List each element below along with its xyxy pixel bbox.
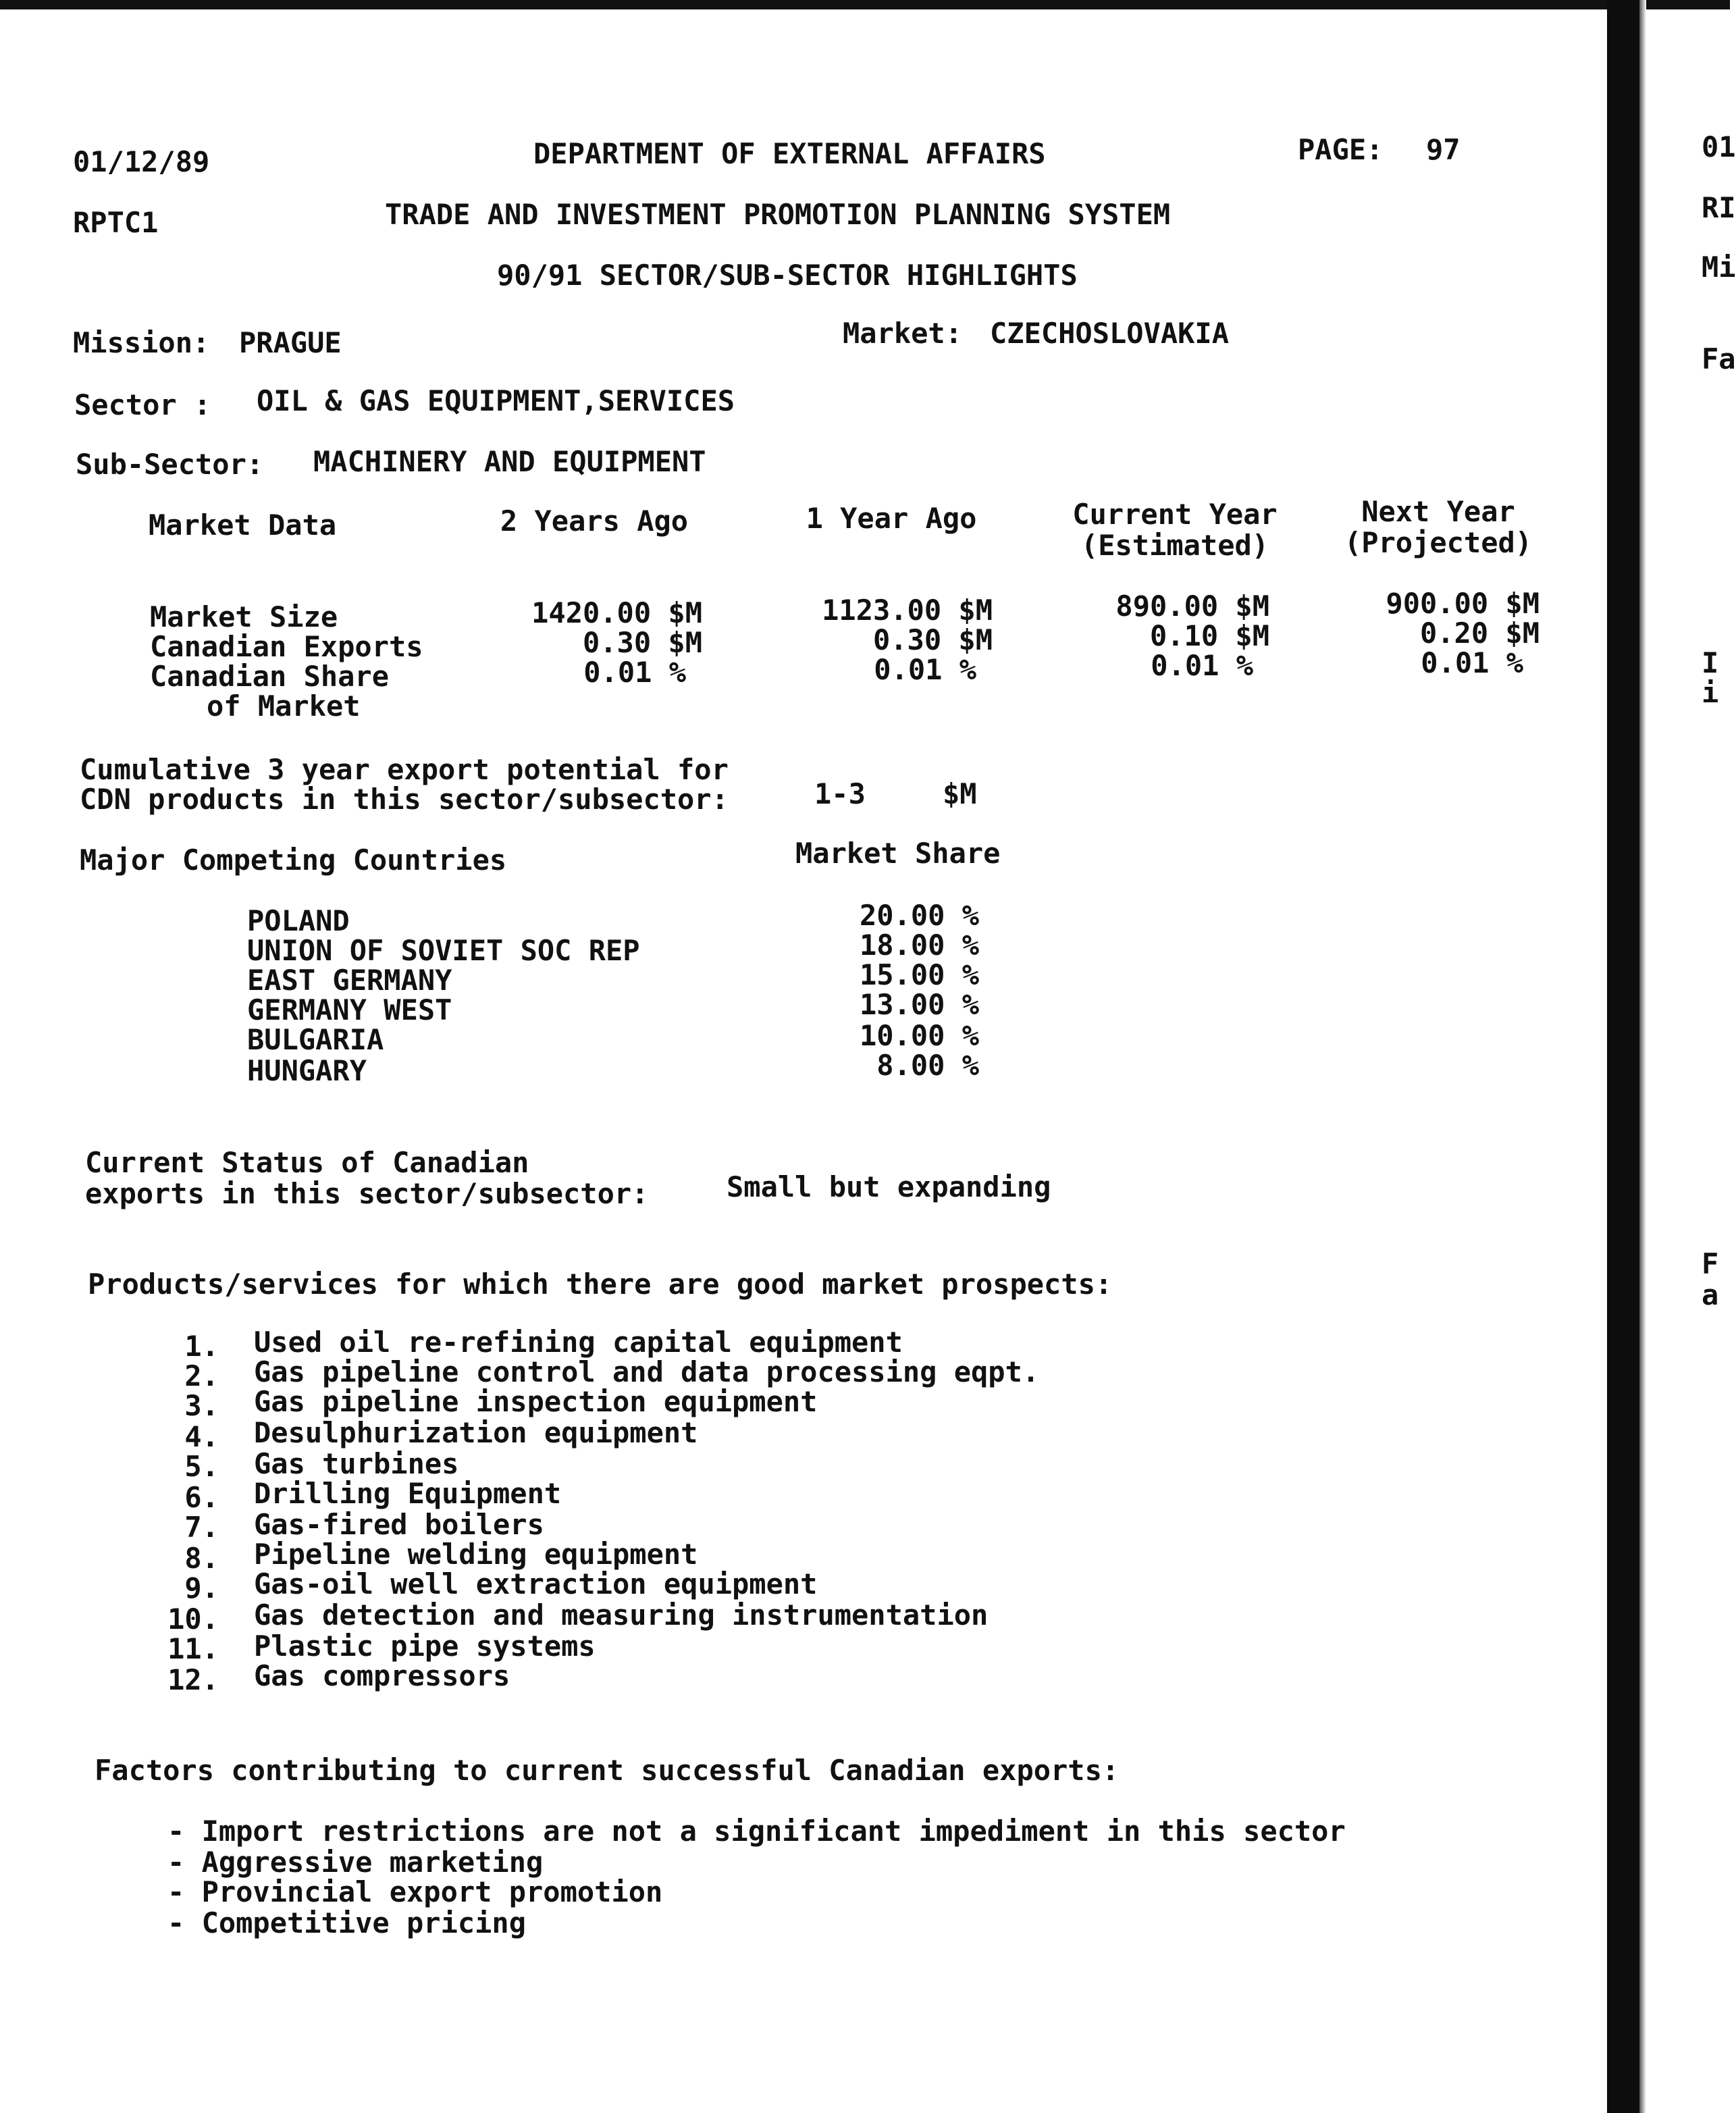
- cell-share-current: 0.01 %: [1151, 649, 1253, 682]
- page-number: 97: [1426, 133, 1461, 166]
- prospect-item: Gas compressors: [254, 1659, 510, 1692]
- col-header-1-year-ago: 1 Year Ago: [806, 502, 977, 535]
- cell-exports-next: 0.20 $M: [1419, 617, 1540, 650]
- cell-market-size-current: 890.00 $M: [1115, 590, 1269, 623]
- competitor-country: UNION OF SOVIET SOC REP: [247, 934, 640, 967]
- report-title: 90/91 SECTOR/SUB-SECTOR HIGHLIGHTS: [497, 259, 1078, 292]
- factor-item: - Provincial export promotion: [167, 1875, 663, 1908]
- col-header-next-year: Next Year: [1361, 495, 1515, 528]
- next-page-fragment: 01: [1702, 130, 1736, 163]
- cell-exports-2y: 0.30 $M: [582, 626, 702, 659]
- competitor-country: HUNGARY: [247, 1054, 367, 1087]
- subsector-value: MACHINERY AND EQUIPMENT: [313, 445, 706, 478]
- status-value: Small but expanding: [727, 1170, 1051, 1203]
- market-share-label: Market Share: [795, 837, 1001, 870]
- prospect-item: Gas detection and measuring instrumentation: [254, 1598, 989, 1632]
- potential-line-1: Cumulative 3 year export potential for: [80, 753, 729, 786]
- col-header-next-year-sub: (Projected): [1344, 526, 1533, 559]
- factor-item: - Aggressive marketing: [167, 1846, 544, 1879]
- prospect-item: Gas turbines: [254, 1447, 459, 1480]
- cell-exports-current: 0.10 $M: [1149, 619, 1269, 652]
- prospect-number: 5.: [184, 1450, 219, 1483]
- report-date: 01/12/89: [73, 145, 210, 178]
- cell-market-size-next: 900.00 $M: [1386, 587, 1540, 620]
- prospect-item: Used oil re-refining capital equipment: [254, 1326, 903, 1359]
- market-data-label: Market Data: [149, 508, 337, 542]
- competitor-share: 13.00 %: [859, 988, 979, 1021]
- competitor-share: 15.00 %: [859, 958, 979, 991]
- market-label: Market:: [843, 317, 963, 350]
- next-page-fragment: Mi: [1702, 251, 1736, 284]
- row-label-canadian-share: Canadian Share: [150, 660, 390, 693]
- competitors-label: Major Competing Countries: [80, 843, 507, 877]
- page-fold-edge: [1639, 0, 1646, 2113]
- department-title: DEPARTMENT OF EXTERNAL AFFAIRS: [533, 137, 1046, 170]
- next-page-fragment: RI: [1702, 191, 1736, 224]
- prospect-number: 4.: [184, 1420, 219, 1453]
- status-line-1: Current Status of Canadian: [85, 1146, 529, 1179]
- prospect-number: 10.: [167, 1602, 219, 1636]
- cell-share-1y: 0.01 %: [874, 653, 976, 686]
- potential-unit: $M: [943, 777, 977, 810]
- page-label: PAGE:: [1298, 133, 1384, 166]
- competitor-share: 8.00 %: [876, 1049, 979, 1082]
- cell-market-size-1y: 1123.00 $M: [822, 594, 993, 627]
- next-page-fragment: Fa: [1702, 342, 1736, 375]
- prospect-item: Gas-oil well extraction equipment: [254, 1567, 818, 1600]
- mission-value: PRAGUE: [239, 326, 342, 359]
- competitor-country: GERMANY WEST: [247, 993, 452, 1026]
- row-label-market-size: Market Size: [150, 600, 338, 633]
- competitor-country: EAST GERMANY: [247, 964, 452, 997]
- prospect-item: Gas-fired boilers: [254, 1508, 544, 1541]
- sector-label: Sector :: [74, 388, 211, 421]
- mission-label: Mission:: [73, 326, 210, 359]
- col-header-current-year-sub: (Estimated): [1080, 529, 1269, 562]
- next-page-fragment: I: [1702, 646, 1719, 679]
- market-value: CZECHOSLOVAKIA: [990, 317, 1230, 350]
- prospect-number: 3.: [184, 1389, 219, 1422]
- prospect-number: 12.: [167, 1663, 219, 1696]
- factor-item: - Competitive pricing: [167, 1906, 527, 1939]
- next-page-fragment: a: [1702, 1278, 1719, 1311]
- subsector-label: Sub-Sector:: [76, 448, 264, 481]
- prospect-number: 8.: [184, 1542, 219, 1575]
- prospects-label: Products/services for which there are good market prospects:: [88, 1268, 1113, 1301]
- prospect-number: 2.: [184, 1359, 219, 1392]
- report-code: RPTC1: [73, 206, 159, 239]
- factors-label: Factors contributing to current successful Canadian exports:: [95, 1754, 1120, 1787]
- prospect-number: 1.: [184, 1330, 219, 1363]
- competitor-share: 20.00 %: [859, 899, 979, 932]
- prospect-item: Gas pipeline control and data processing eqpt.: [254, 1355, 1040, 1388]
- prospect-item: Desulphurization equipment: [254, 1416, 698, 1449]
- potential-range: 1-3: [814, 777, 866, 810]
- scan-top-border: [0, 0, 1730, 9]
- prospect-item: Drilling Equipment: [254, 1477, 562, 1510]
- competitor-country: POLAND: [247, 904, 350, 937]
- prospect-item: Pipeline welding equipment: [254, 1538, 698, 1571]
- row-label-of-market: of Market: [207, 689, 361, 723]
- page-fold-shadow: [1607, 0, 1639, 2113]
- prospect-item: Gas pipeline inspection equipment: [254, 1385, 818, 1418]
- sector-value: OIL & GAS EQUIPMENT,SERVICES: [257, 384, 735, 417]
- cell-share-next: 0.01 %: [1421, 646, 1523, 679]
- prospect-number: 9.: [184, 1571, 219, 1605]
- prospect-item: Plastic pipe systems: [254, 1629, 596, 1663]
- prospect-number: 6.: [184, 1481, 219, 1514]
- status-line-2: exports in this sector/subsector:: [85, 1177, 649, 1210]
- col-header-current-year: Current Year: [1072, 498, 1278, 531]
- factor-item: - Import restrictions are not a significant impediment in this sector: [167, 1815, 1346, 1848]
- next-page-fragment: F: [1702, 1247, 1719, 1280]
- competitor-share: 10.00 %: [859, 1019, 979, 1052]
- system-title: TRADE AND INVESTMENT PROMOTION PLANNING SYSTEM: [385, 198, 1171, 231]
- col-header-2-years-ago: 2 Years Ago: [500, 504, 689, 538]
- row-label-canadian-exports: Canadian Exports: [150, 630, 423, 663]
- competitor-share: 18.00 %: [859, 929, 979, 962]
- cell-market-size-2y: 1420.00 $M: [531, 596, 702, 629]
- prospect-number: 7.: [184, 1511, 219, 1544]
- competitor-country: BULGARIA: [247, 1023, 384, 1056]
- cell-share-2y: 0.01 %: [583, 656, 686, 689]
- potential-line-2: CDN products in this sector/subsector:: [80, 783, 729, 816]
- prospect-number: 11.: [167, 1632, 219, 1665]
- next-page-fragment: i: [1702, 676, 1719, 709]
- cell-exports-1y: 0.30 $M: [872, 623, 993, 656]
